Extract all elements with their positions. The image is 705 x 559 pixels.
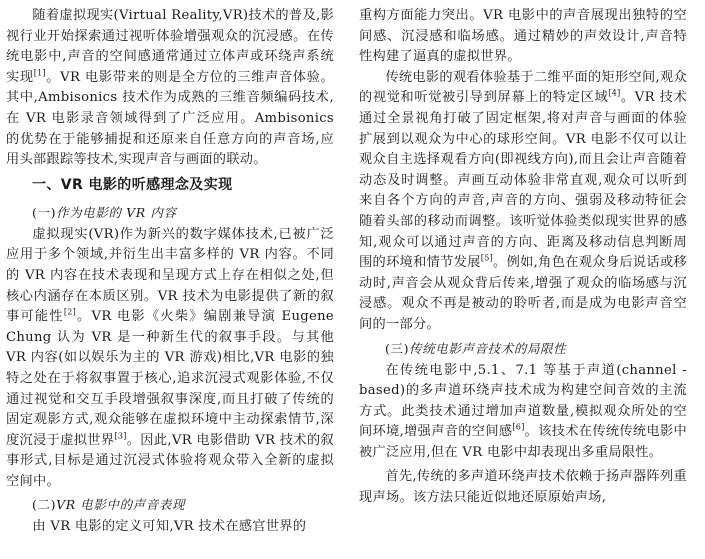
right-column <box>359 6 687 509</box>
intro-paragraph: 随着虚拟现实(Virtual Reality,VR)技术的普及,影视行业开始探索通过视听体验增强观众的沉浸感。在传统电影中,声音的空间感通常通过立体声或环绕声系统实现[1]。VR 电影带来的则是全方位的三维声音体验。其中,Ambisonics 技术作为成熟的三维音频编码技术,在 VR 电影录音领域得到了广泛应用。Ambisonics 的优势在于能够捕捉和还原来自任意方向的声音场,应用头部跟踪等技术,实现声音与画面的联动。 <box>6 8 334 168</box>
subsection-heading: (一)作为电影的 VR 内容 <box>32 204 177 220</box>
left-column <box>6 6 334 538</box>
body-paragraph: 首先,传统的多声道环绕声技术依赖于扬声器阵列重现声场。该方法只能近似地还原原始声场, <box>359 469 687 506</box>
continued-paragraph: 重构方面能力突出。VR 电影中的声音展现出独特的空间感、沉浸感和临场感。通过精妙的声效设计,声音特性构建了逼真的虚拟世界。 <box>359 8 687 65</box>
citation-ref: [3] <box>114 431 127 441</box>
body-paragraph: 由 VR 电影的定义可知,VR 技术在感官世界的 <box>32 519 307 535</box>
citation-ref: [6] <box>512 422 525 432</box>
citation-ref: [5] <box>480 253 494 263</box>
body-paragraph: 传统电影的观看体验基于二维平面的矩形空间,观众的视觉和听觉被引导到屏幕上的特定区域[4]。VR 技术通过全景视角打破了固定框架,将对声音与画面的体验扩展到以观众为中心的球形空间。VR 电影不仅可以让观众自主选择观看方向(即视线方向),而且会让声音随着动态及时调整。声画互动体验非常直观,观众可以听到来自各个方向的声音,声音的方向、强弱及移动特征会随着头部的移动而调整。该听觉体验类似现实世界的感知,观众可以通过声音的方向、距离及移动信息判断周围的环境和情节发展[5]。例如,角色在观众身后说话或移动时,声音会从观众背后传来,增强了观众的临场感与沉浸感。观众不再是被动的聆听者,而是成为电影声音空间的一部分。 <box>359 69 687 332</box>
subsection-heading: (三)传统电影声音技术的局限性 <box>385 340 567 356</box>
citation-ref: [1] <box>33 68 46 78</box>
citation-ref: [2] <box>63 307 77 317</box>
subsection-heading: (二)VR 电影中的声音表现 <box>32 497 186 513</box>
body-paragraph: 在传统电影中,5.1、7.1 等基于声道(channel -based)的多声道环绕声技术成为构建空间音效的主流方式。此类技术通过增加声道数量,模拟观众所处的空间环境,增强声音的空间感[6]。该技术在传统传统电影中被广泛应用,但在 VR 电影中却表现出多重局限性。 <box>359 362 688 460</box>
citation-ref: [4] <box>608 88 621 98</box>
section-heading: 一、VR 电影的听感理念及实现 <box>32 176 233 193</box>
body-paragraph: 虚拟现实(VR)作为新兴的数字媒体技术,已被广泛应用于多个领域,并衍生出丰富多样的 VR 内容。不同的 VR 内容在技术表现和呈现方式上存在相似之处,但核心内涵存在本质区别。VR 技术为电影提供了新的叙事可能性[2]。VR 电影《火柴》编剧兼导演 Eugene Chung 认为 VR 是一种新生代的叙事手段。与其他 VR 内容(如以娱乐为主的 VR 游戏)相比,VR 电影的独特之处在于将叙事置于核心,追求沉浸式观影体验,不仅通过视觉和交互手段增强叙事深度,而且打破了传统的固定观影方式,观众能够在虚拟环境中主动探索情节,深度沉浸于虚拟世界[3]。因此,VR 电影借助 VR 技术的叙事形式,目标是通过沉浸式体验将观众带入全新的虚拟空间中。 <box>6 226 335 489</box>
